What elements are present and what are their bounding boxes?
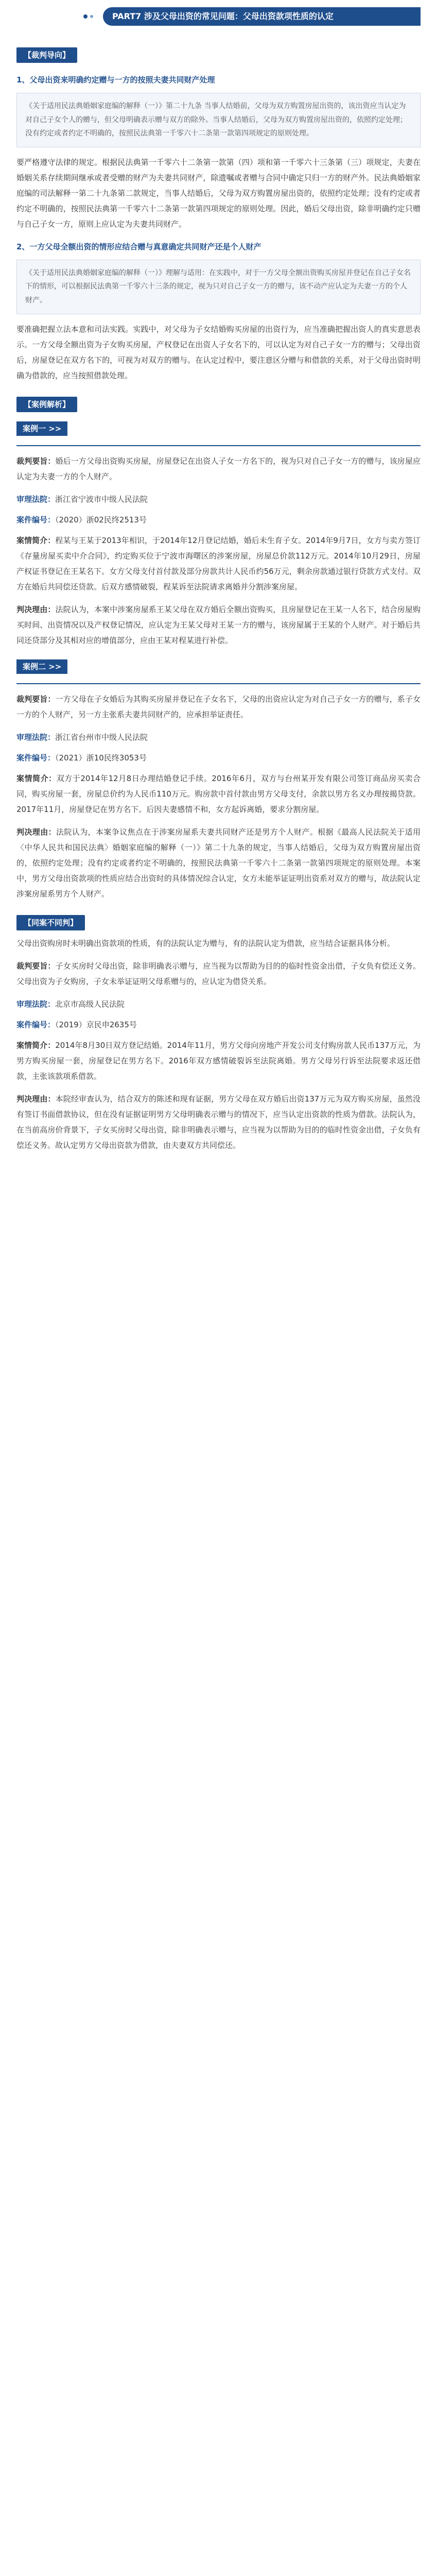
case-2-case-no xyxy=(16,750,421,766)
label: 案件编号： xyxy=(16,1020,56,1029)
value: （2021）浙10民终3053号 xyxy=(55,753,147,762)
section-tag-guide: 【裁判导向】 xyxy=(16,47,77,63)
section-cases xyxy=(16,391,421,902)
label: 审理法院： xyxy=(16,999,56,1009)
diff-court xyxy=(16,996,421,1012)
case-2-head: 案例二 >> xyxy=(16,659,67,674)
value: 本院经审查认为，结合双方的陈述和现有证据，男方父母在双方婚后出资137万元为双方购买房屋，虽然没有签订书面借款协议，但在没有证据证明男方父母明确表示赠与的情况下，应当认定出资款的性质为借款。法院认为，在当前高房价背景下，子女买房时父母出资，除非明确表示赠与，应当视为以帮助为目的的临时性资金出借，子女负有偿还义务。故认定男方父母出资款为借款，由夫妻双方共同偿还。 xyxy=(16,1094,421,1150)
label: 案件编号： xyxy=(16,515,56,524)
divider xyxy=(16,445,421,446)
section-tag-diff: 【同案不同判】 xyxy=(16,915,85,930)
guide-item1-quote: 《关于适用民法典婚姻家庭编的解释（一）》第二十九条 当事人结婚前，父母为双方购置房屋出资的，该出资应当认定为对自己子女个人的赠与，但父母明确表示赠与双方的除外。当事人结婚后，父母为双方购置房屋出资的，依照约定处理；没有约定或者约定不明确的，按照民法典第一千零六十二条第一款第四项规定的原则处理。 xyxy=(16,93,421,147)
label: 裁判要旨： xyxy=(16,694,56,704)
value: 北京市高级人民法院 xyxy=(55,999,125,1009)
value: 法院认为，本案争议焦点在于涉案房屋系夫妻共同财产还是男方个人财产。根据《最高人民法院关于适用〈中华人民共和国民法典〉婚姻家庭编的解释（一）》第二十九条的规定，当事人结婚后，父母为双方购置房屋出资的，依照约定处理；没有约定或者约定不明确的，按照民法典第一千零六十二条第一款第四项规定的原则处理。本案中，男方父母出资款项的性质应结合出资时的具体情况综合认定，女方未能举证证明出资系对双方的赠与，故法院认定涉案房屋系男方个人财产。 xyxy=(16,827,421,899)
value: 双方于2014年12月8日办理结婚登记手续。2016年6月，双方与台州某开发有限公司签订商品房买卖合同，购买房屋一套，房屋总价约为人民币110万元。购房款中首付款由男方父母支付，余款以男方名义办理按揭贷款。2017年11月，房屋登记在男方名下。后因夫妻感情不和，女方起诉离婚，要求分割房屋。 xyxy=(16,773,421,814)
section-tag-cases: 【案例解析】 xyxy=(16,397,77,412)
page-title: PART7 涉及父母出资的常见问题：父母出资款项性质的认定 xyxy=(103,7,421,26)
label: 判决理由： xyxy=(16,1094,56,1104)
value: 浙江省台州市中级人民法院 xyxy=(55,732,148,742)
value: （2020）浙02民终2513号 xyxy=(55,515,147,524)
section-diff xyxy=(16,909,421,1153)
divider xyxy=(16,683,421,684)
label: 案情简介： xyxy=(16,1040,56,1050)
label: 审理法院： xyxy=(16,732,56,742)
diff-facts xyxy=(16,1038,421,1084)
diff-gist xyxy=(16,958,421,989)
value: （2019）京民申2635号 xyxy=(55,1020,137,1029)
label: 判决理由： xyxy=(16,827,56,837)
label: 审理法院： xyxy=(16,494,56,504)
case-2-reason xyxy=(16,824,421,902)
diff-case-no xyxy=(16,1017,421,1032)
guide-item2-title: 2、一方父母全额出资的情形应结合赠与真意确定共同财产还是个人财产 xyxy=(16,242,261,251)
value: 婚后一方父母出资购买房屋，房屋登记在出资人子女一方名下的，视为只对自己子女一方的赠与，该房屋应认定为夫妻一方的个人财产。 xyxy=(16,456,421,481)
case-2-gist xyxy=(16,691,421,722)
value: 程某与王某于2013年相识，于2014年12月登记结婚，婚后未生育子女。2014年9月7日，女方与卖方签订《存量房屋买卖中介合同》，约定购买位于宁波市海曙区的涉案房屋，房屋总价款112万元。2014年10月29日，房屋产权证书登记在王某名下。女方父母支付首付款及部分房款共计人民币约56万元，剩余房款通过银行贷款方式支付。双方在婚后共同偿还贷款。后双方感情破裂，程某诉至法院请求离婚并分割涉案房屋。 xyxy=(16,535,421,591)
case-1-gist xyxy=(16,453,421,484)
label: 裁判要旨： xyxy=(16,456,56,466)
case-1-case-no xyxy=(16,512,421,528)
guide-item2-paragraph: 要准确把握立法本意和司法实践。实践中，对父母为子女结婚购买房屋的出资行为，应当准确把握出资人的真实意思表示。一方父母全额出资为子女购买房屋，产权登记在出资人子女名下的，可以认定为对自己子女一方的赠与；父母出资后，房屋登记在双方名下的，可视为对双方的赠与。在认定过程中，要注意区分赠与和借款的关系，对于父母出资时明确为借款的，应当按照借款处理。 xyxy=(16,324,421,380)
case-1-court xyxy=(16,492,421,507)
value: 一方父母在子女婚后为其购买房屋并登记在子女名下，父母的出资应认定为对自己子女一方的赠与，系子女一方的个人财产，另一方主张系夫妻共同财产的，应承担举证责任。 xyxy=(16,694,421,719)
section-guide xyxy=(16,41,421,383)
value: 2014年8月30日双方登记结婚。2014年11月，男方父母向房地产开发公司支付购房款人民币137万元，为男方购买房屋一套，房屋登记在男方名下。2016年双方感情破裂诉至法院离婚。男方父母另行诉至法院要求返还借款，主张该款项系借款。 xyxy=(16,1040,421,1081)
value: 法院认为，本案中涉案房屋系王某父母在双方婚后全额出资购买，且房屋登记在王某一人名下，结合房屋购买时间、出资情况以及产权登记情况，应认定为王某父母对王某一方的赠与，该房屋属于王某的个人财产。对于婚后共同还贷部分及其相对应的增值部分，应由王某对程某进行补偿。 xyxy=(16,604,421,645)
header-decoration-icon xyxy=(82,10,95,23)
case-1-head: 案例一 >> xyxy=(16,421,67,436)
guide-item2-quote: 《关于适用民法典婚姻家庭编的解释（一）》理解与适用：在实践中，对于一方父母全额出资购买房屋并登记在自己子女名下的情形，可以根据民法典第一千零六十三条的规定，视为只对自己子女一方的赠与，该不动产应认定为夫妻一方的个人财产。 xyxy=(16,260,421,314)
case-2-court xyxy=(16,730,421,745)
label: 案情简介： xyxy=(16,773,57,783)
value: 浙江省宁波市中级人民法院 xyxy=(55,494,148,504)
case-1 xyxy=(16,417,421,648)
label: 裁判要旨： xyxy=(16,961,56,971)
guide-item1-title: 1、父母出资来明确约定赠与一方的按照夫妻共同财产处理 xyxy=(16,75,215,84)
guide-item1-paragraph: 要严格遵守法律的规定。根据民法典第一千零六十二条第一款第（四）项和第一千零六十三条第（三）项规定，夫妻在婚姻关系存续期间继承或者受赠的财产为夫妻共同财产，除遗嘱或者赠与合同中确定只归一方的财产外。民法典婚姻家庭编的司法解释一第二十九条第二款规定，当事人结婚后，父母为双方购置房屋出资的，依照约定处理；没有约定或者约定不明确的，按照民法典第一千零六十二条第一款第四项规定的原则处理。因此，婚后父母出资，除非明确约定只赠与自己子女一方，原则上应认定为夫妻共同财产。 xyxy=(16,157,421,229)
case-2-facts xyxy=(16,771,421,817)
label: 案件编号： xyxy=(16,753,56,762)
diff-reason xyxy=(16,1091,421,1153)
diff-intro: 父母出资购房时未明确出资款项的性质，有的法院认定为赠与，有的法院认定为借款，应当结合证据具体分析。 xyxy=(16,938,395,948)
value: 子女买房时父母出资，除非明确表示赠与，应当视为以帮助为目的的临时性资金出借，子女负有偿还义务。父母出资为子女购房，子女未举证证明父母系赠与的，应认定为借贷关系。 xyxy=(16,961,421,986)
header-banner xyxy=(0,0,437,41)
case-2 xyxy=(16,655,421,902)
label: 判决理由： xyxy=(16,604,56,614)
label: 案情简介： xyxy=(16,535,56,545)
case-1-reason xyxy=(16,602,421,648)
bottom-space xyxy=(16,1160,421,1181)
case-1-facts xyxy=(16,533,421,595)
